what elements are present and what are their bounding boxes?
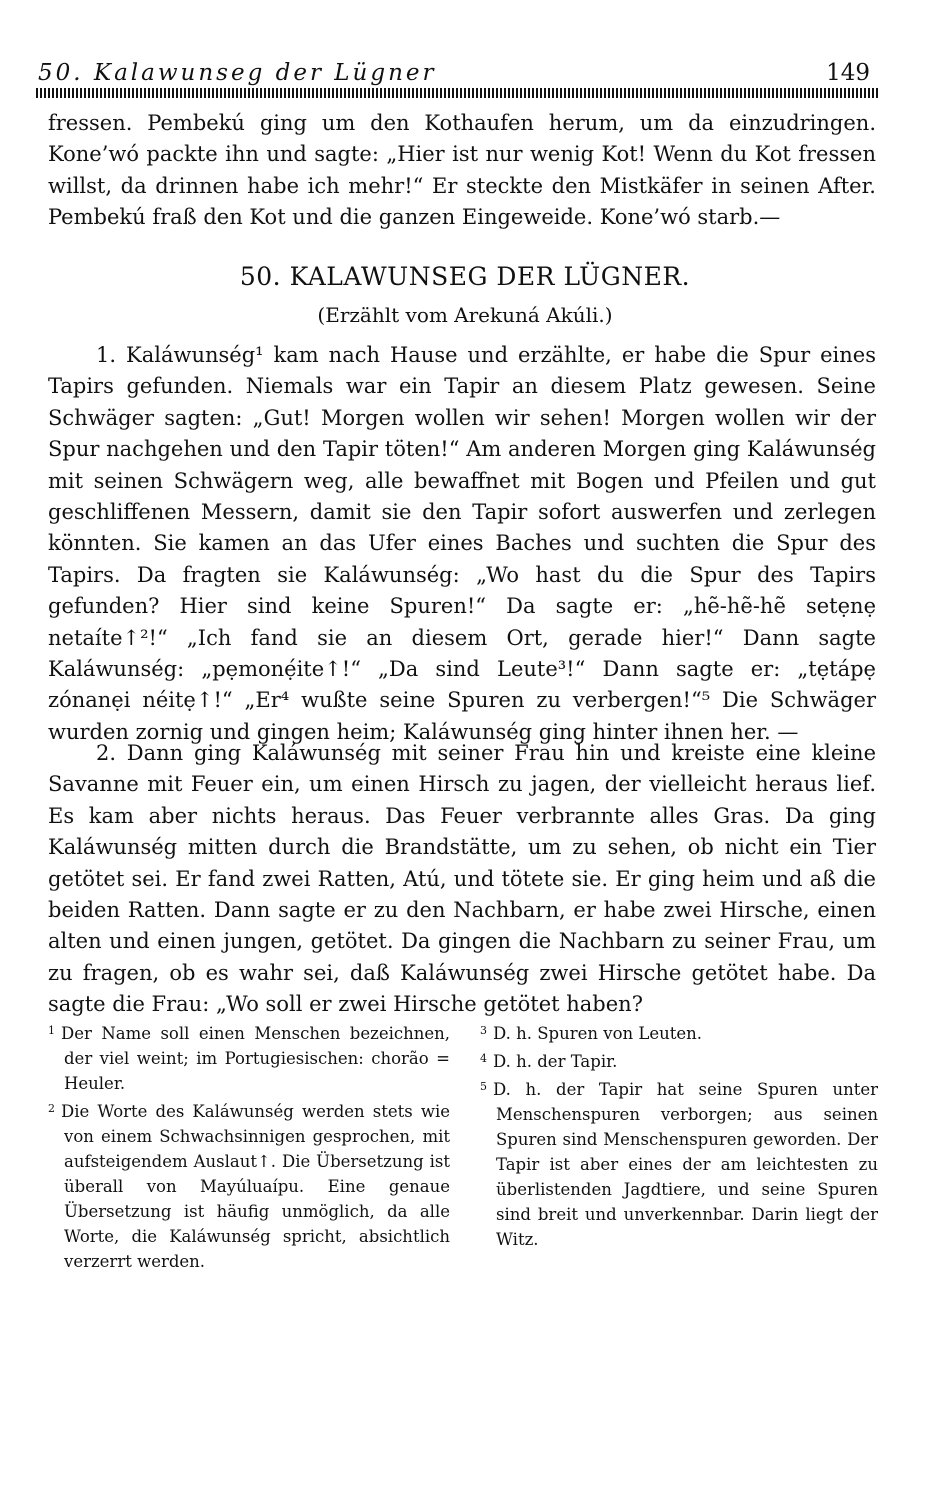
footnote-4: [480, 1046, 878, 1074]
footnote-text: D. h. der Tapir.: [493, 1052, 618, 1071]
intro-paragraph: fressen. Pembekú ging um den Kothaufen herum, um da einzudringen. Kone’wó packte ihn und sagte: „Hier ist nur wenig Kot! Wenn du Kot fressen willst, da drinnen habe ich mehr!“ Er steckte den Mistkäfer in seinen After. Pembekú fraß den Kot und die ganzen Eingeweide. Kone’wó starb.—: [48, 111, 876, 230]
footnote-text: Der Name soll einen Menschen bezeichnen, der viel weint; im Portugiesischen: chorão = Heuler.: [61, 1024, 450, 1093]
footnote-mark: 5: [480, 1080, 487, 1093]
footnote-mark: 1: [48, 1024, 55, 1037]
footnote-5: [480, 1074, 878, 1252]
paragraph-2: 2. Dann ging Kaláwunség mit seiner Frau hin und kreiste eine kleine Savanne mit Feuer ein, um einen Hirsch zu jagen, der vielleicht heraus lief. Es kam aber nichts heraus. Das Feuer verbrannte alles Gras. Da ging Kaláwunség mitten durch die Brandstätte, um zu sehen, ob nicht ein Tier getötet sei. Er fand zwei Ratten, Atú, und tötete sie. Er ging heim und aß die beiden Ratten. Dann sagte er zu den Nachbarn, er habe zwei Hirsche, einen alten und einen jungen, getötet. Da gingen die Nachbarn zu seiner Frau, um zu fragen, ob es wahr sei, daß Kaláwunség zwei Hirsche getötet habe. Da sagte die Frau: „Wo soll er zwei Hirsche getötet haben?: [48, 741, 876, 1017]
footnote-mark: 4: [480, 1052, 487, 1065]
section-subheading: (Erzählt vom Arekuná Akúli.): [317, 303, 613, 327]
footnotes-left-column: [48, 1018, 450, 1274]
footnote-text: D. h. Spuren von Leuten.: [493, 1024, 703, 1043]
footnote-mark: 3: [480, 1024, 487, 1037]
footnote-text: Die Worte des Kaláwunség werden stets wie von einem Schwachsinnigen gesprochen, mit aufsteigendem Auslaut↑. Die Übersetzung ist überall von Mayúluaípu. Eine genaue Übersetzung ist häufig unmöglich, da alle Worte, die Kaláwunség spricht, absichtlich verzerrt werden.: [61, 1102, 450, 1271]
footnotes-right-column: [480, 1018, 878, 1252]
running-head-rule: [36, 88, 878, 98]
running-head-title: 50. Kalawunseg der Lügner: [38, 60, 437, 86]
section-heading: 50. KALAWUNSEG DER LÜGNER.: [239, 262, 691, 291]
paragraph-1: 1. Kaláwunség¹ kam nach Hause und erzählte, er habe die Spur eines Tapirs gefunden. Niemals war ein Tapir an diesem Platz gewesen. Seine Schwäger sagten: „Gut! Morgen wollen wir sehen! Morgen wollen wir der Spur nachgehen und den Tapir töten!“ Am anderen Morgen ging Kaláwunség mit seinen Schwägern weg, alle bewaffnet mit Bogen und Pfeilen und gut geschliffenen Messern, damit sie den Tapir sofort auswerfen und zerlegen könnten. Sie kamen an das Ufer eines Baches und suchten die Spur des Tapirs. Da fragten sie Kaláwunség: „Wo hast du die Spur des Tapirs gefunden? Hier sind keine Spuren!“ Da sagte er: „hẽ-hẽ-hẽ setẹnẹ netaíte↑²!“ „Ich fand sie an diesem Ort, gerade hier!“ Dann sagte Kaláwunség: „pẹmonẹ́ite↑!“ „Da sind Leute³!“ Dann sagte er: „tẹtápẹ zónanẹi néitẹ↑!“ „Er⁴ wußte seine Spuren zu verbergen!“⁵ Die Schwäger wurden zornig und gingen heim; Kaláwunség ging hinter ihnen her. —: [48, 343, 876, 744]
footnote-text: D. h. der Tapir hat seine Spuren unter Menschenspuren verborgen; aus seinen Spuren sind Menschenspuren geworden. Der Tapir ist aber eines der am leichtesten zu überlistenden Jagdtiere, und seine Spuren sind breit und unverkennbar. Darin liegt der Witz.: [493, 1080, 878, 1249]
page-number: 149: [826, 60, 870, 86]
footnote-1: [48, 1018, 450, 1096]
footnote-3: [480, 1018, 878, 1046]
running-head: [36, 60, 878, 100]
footnote-mark: 2: [48, 1102, 55, 1115]
footnote-2: [48, 1096, 450, 1274]
